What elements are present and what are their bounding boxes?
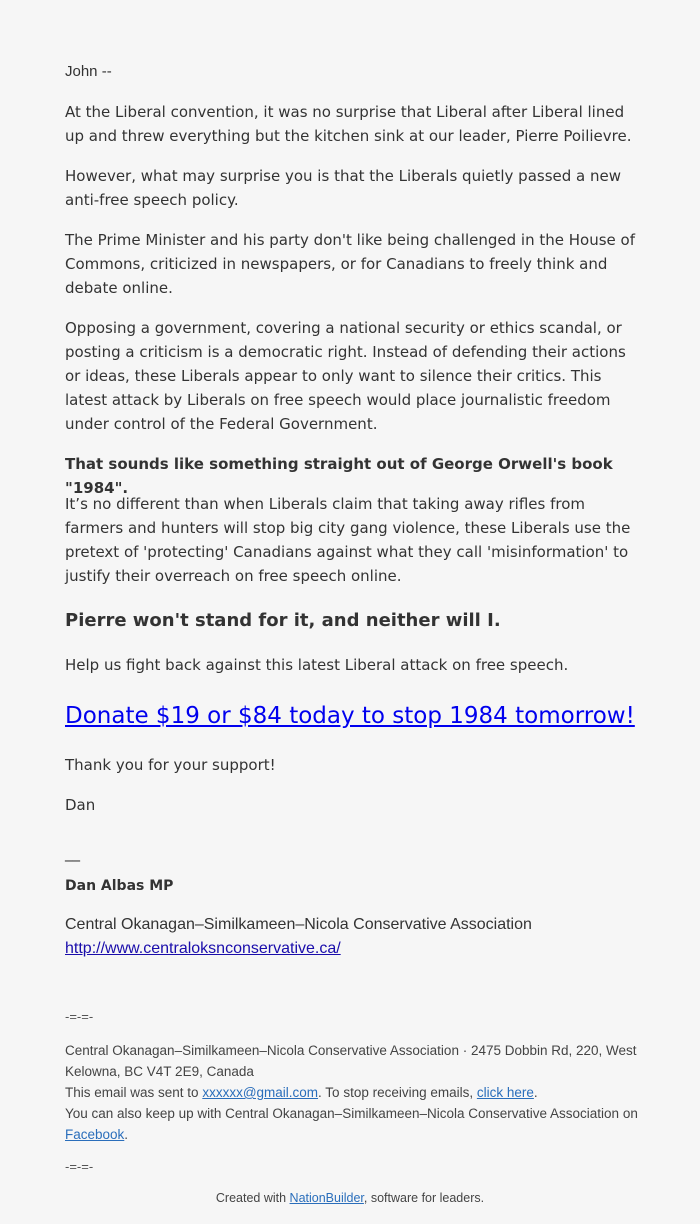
footer-address: Central Okanagan–Similkameen–Nicola Conservative Association · 2475 Dobbin Rd, 220, West Kelowna, BC V4T 2E9, Canada (65, 1043, 637, 1079)
paragraph-prime-minister: The Prime Minister and his party don't like being challenged in the House of Commons, criticized in newspapers, or for Canadians to freely think and debate online. (65, 231, 635, 297)
call-to-action-text: Help us fight back against this latest Liberal attack on free speech. (65, 656, 569, 674)
thanks-text: Thank you for your support! (65, 756, 276, 774)
facebook-link[interactable]: Facebook (65, 1127, 125, 1142)
website-link[interactable]: http://www.centraloksnconservative.ca/ (65, 940, 341, 957)
credit-suffix: , software for leaders. (363, 1191, 485, 1205)
credit-line (0, 1189, 700, 1207)
signoff-name: Dan (65, 796, 96, 814)
paragraph-orwell: That sounds like something straight out of George Orwell's book "1984". (65, 455, 613, 497)
paragraph-convention: At the Liberal convention, it was no surprise that Liberal after Liberal lined up and threw everything but the kitchen sink at our leader, Pierre Poilievre. (65, 103, 632, 145)
footer-sent-suffix: . (533, 1085, 538, 1100)
signature-name: Dan Albas MP (65, 878, 174, 894)
footer-keep-up-suffix: . (124, 1127, 129, 1142)
unsubscribe-link[interactable]: click here (476, 1085, 534, 1100)
paragraph-policy: However, what may surprise you is that the Liberals quietly passed a new anti-free speech policy. (65, 167, 622, 209)
association-name: Central Okanagan–Similkameen–Nicola Conservative Association (65, 916, 532, 933)
footer-text (65, 1040, 640, 1145)
donate-link[interactable]: Donate $19 or $84 today to stop 1984 tomorrow! (65, 703, 635, 729)
paragraph-democratic-right: Opposing a government, covering a national security or ethics scandal, or posting a criticism is a democratic right. Instead of defending their actions or ideas, these Liberals appear to only want to silence their critics. This latest attack by Liberals on free speech would place journalistic freedom under control of the Federal Government. (65, 319, 626, 433)
heading-wont-stand: Pierre won't stand for it, and neither will I. (65, 610, 501, 631)
footer-sent-middle: . To stop receiving emails, (318, 1085, 477, 1100)
footer-separator-bottom: -=-=- (65, 1159, 94, 1174)
greeting: John -- (65, 63, 112, 80)
recipient-email-link[interactable]: xxxxxx@gmail.com (202, 1085, 319, 1100)
footer-sent-prefix: This email was sent to (65, 1085, 203, 1100)
footer-separator-top: -=-=- (65, 1009, 94, 1024)
footer-keep-up-prefix: You can also keep up with Central Okanagan–Similkameen–Nicola Conservative Association on (65, 1106, 638, 1121)
credit-prefix: Created with (215, 1191, 290, 1205)
signature-divider: __ (65, 844, 80, 862)
nationbuilder-link[interactable]: NationBuilder (289, 1191, 364, 1205)
paragraph-rifles: It’s no different than when Liberals claim that taking away rifles from farmers and hunters will stop big city gang violence, these Liberals use the pretext of 'protecting' Canadians against what they call 'misinformation' to justify their overreach on free speech online. (65, 495, 631, 585)
